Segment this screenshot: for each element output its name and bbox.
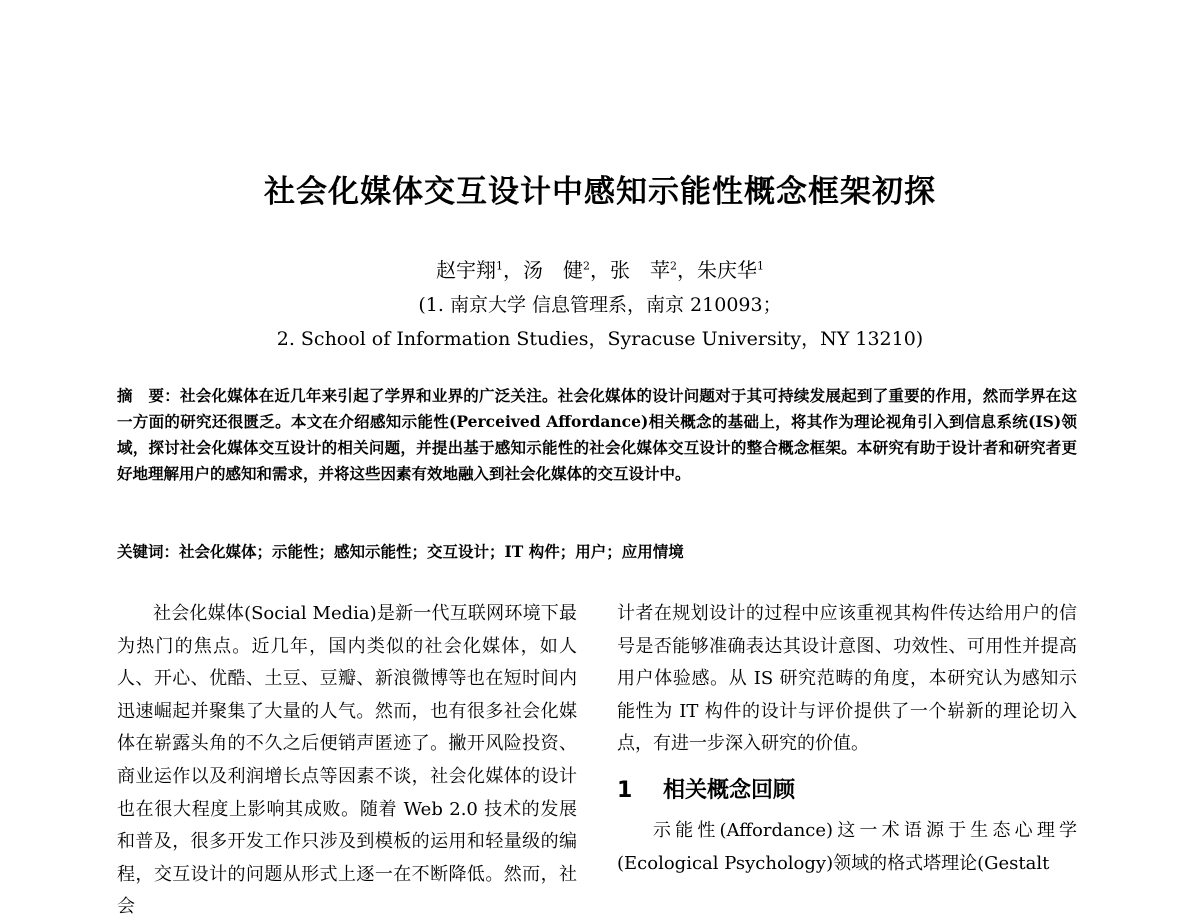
affiliation-line-2: 2. School of Information Studies，Syracuse University，NY 13210)	[276, 328, 924, 350]
author-affiliation-mark: 1	[496, 259, 503, 273]
body-paragraph: 示能性(Affordance)这一术语源于生态心理学(Ecological Psychology)领域的格式塔理论(Gestalt	[617, 819, 1077, 874]
author-affiliation-mark: 2	[583, 259, 590, 273]
author-name: 张 苹	[610, 258, 670, 282]
paper-title: 社会化媒体交互设计中感知示能性概念框架初探	[264, 174, 936, 210]
body-paragraph: 计者在规划设计的过程中应该重视其构件传达给用户的信号是否能够准确表达其设计意图、功效性、可用性并提高用户体验感。从 IS 研究范畴的角度，本研究认为感知示能性为 IT 构件的设计与评价提供了一个崭新的理论切入点，有进一步深入研究的价值。	[617, 603, 1077, 755]
author-affiliation-mark: 1	[757, 259, 764, 273]
abstract-text: 社会化媒体在近几年来引起了学界和业界的广泛关注。社会化媒体的设计问题对于其可持续发展起到了重要的作用，然而学界在这一方面的研究还很匮乏。本文在介绍感知示能性(Perceived Affordance)相关概念的基础上，将其作为理论视角引入到信息系统(IS)领域，探讨社会化媒体交互设计的相关问题，并提出基于感知示能性的社会化媒体交互设计的整合概念框架。本研究有助于设计者和研究者更好地理解用户的感知和需求，并将这些因素有效地融入到社会化媒体的交互设计中。	[117, 386, 1077, 483]
right-column	[617, 598, 1077, 880]
abstract-label: 摘 要：	[117, 387, 180, 405]
keywords-label: 关键词：	[117, 543, 180, 561]
section-heading	[617, 775, 1077, 807]
affiliation-line-1: (1. 南京大学 信息管理系，南京 210093；	[418, 294, 782, 316]
author-name: 汤 健	[523, 258, 583, 282]
author-name: 赵宇翔	[436, 258, 496, 282]
section-number: 1	[617, 777, 633, 803]
author-list	[0, 254, 1200, 283]
author-separator: ，	[677, 258, 697, 282]
body-paragraph: 社会化媒体(Social Media)是新一代互联网环境下最为热门的焦点。近几年，国内类似的社会化媒体，如人人、开心、优酷、土豆、豆瓣、新浪微博等也在短时间内迅速崛起并聚集了大量的人气。然而，也有很多社会化媒体在崭露头角的不久之后便销声匿迹了。撇开风险投资、商业运作以及利润增长点等因素不谈，社会化媒体的设计也在很大程度上影响其成败。随着 Web 2.0 技术的发展和普及，很多开发工作只涉及到模板的运用和轻量级的编程，交互设计的问题从形式上逐一在不断降低。然而，社会	[117, 603, 577, 918]
author-affiliation-mark: 2	[670, 259, 677, 273]
keywords-text: 社会化媒体；示能性；感知示能性；交互设计；IT 构件；用户；应用情境	[179, 542, 684, 561]
author-name: 朱庆华	[697, 258, 757, 282]
left-column	[117, 598, 577, 924]
abstract	[117, 383, 1077, 487]
author-separator: ，	[590, 258, 610, 282]
section-title: 相关概念回顾	[663, 777, 796, 803]
keywords	[117, 539, 1077, 565]
author-separator: ，	[503, 258, 523, 282]
